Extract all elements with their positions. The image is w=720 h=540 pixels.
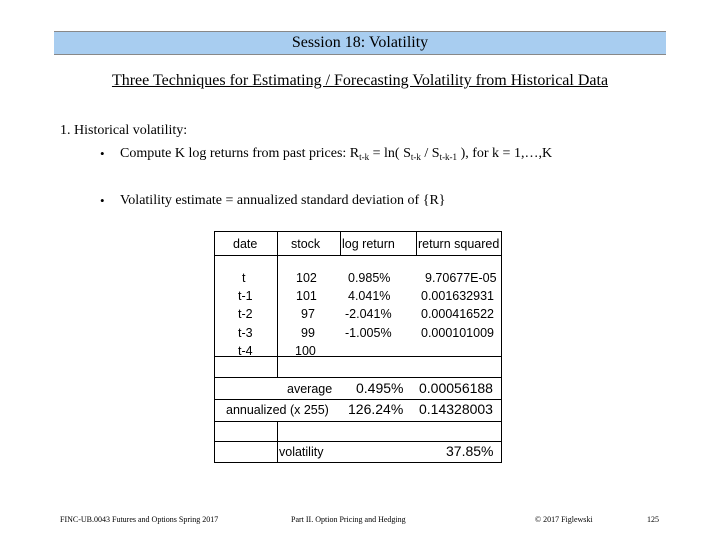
bullet-text: Compute K log returns from past prices: $R_{t-k} = \ln$( $S_{t-k} / S_{t-k-1}$ ), for k = 1,…,K <box>120 146 553 162</box>
bullet-text: Volatility estimate = annualized standard deviation of {R} <box>120 193 446 208</box>
cell-return-squared: 0.001632931 <box>421 289 494 303</box>
cell-return-squared: 0.000101009 <box>421 326 494 340</box>
footer-part: Part II. Option Pricing and Hedging <box>291 515 406 524</box>
annualized-label: annualized (x 255) <box>226 403 329 417</box>
volatility-value: 37.85% <box>446 443 494 459</box>
list-item-historical-volatility: 1. Historical volatility: <box>60 123 188 138</box>
cell-log-return: 0.985% <box>348 271 391 285</box>
cell-log-return: -2.041% <box>345 307 392 321</box>
annualized-return-squared: 0.14328003 <box>419 401 493 417</box>
header-date: date <box>233 237 258 251</box>
cell-log-return: 4.041% <box>348 289 391 303</box>
footer-course: FINC-UB.0043 Futures and Options Spring 2017 <box>60 515 219 524</box>
cell-date: t <box>242 271 246 285</box>
cell-stock: 101 <box>296 289 317 303</box>
cell-stock: 100 <box>295 344 316 358</box>
bullet-dot: • <box>100 146 105 161</box>
average-label: average <box>287 382 333 396</box>
cell-stock: 97 <box>301 307 315 321</box>
cell-log-return: -1.005% <box>345 326 392 340</box>
cell-return-squared: 9.70677E-05 <box>425 271 497 285</box>
cell-stock: 99 <box>301 326 315 340</box>
cell-date: t-1 <box>238 289 253 303</box>
volatility-label: volatility <box>279 445 324 459</box>
slide-subtitle: Three Techniques for Estimating / Forecasting Volatility from Historical Data <box>111 72 609 89</box>
cell-date: t-4 <box>238 344 253 358</box>
cell-date: t-3 <box>238 326 253 340</box>
footer-copyright: © 2017 Figlewski <box>535 515 593 524</box>
bullet-dot: • <box>100 193 105 208</box>
cell-date: t-2 <box>238 307 253 321</box>
header-log-return: log return <box>342 237 395 251</box>
average-return-squared: 0.00056188 <box>419 380 493 396</box>
returns-table <box>214 231 502 463</box>
header-stock: stock <box>291 237 321 251</box>
cell-return-squared: 0.000416522 <box>421 307 494 321</box>
average-log-return: 0.495% <box>356 380 404 396</box>
annualized-log-return: 126.24% <box>348 401 404 417</box>
cell-stock: 102 <box>296 271 317 285</box>
header-return-squared: return squared <box>418 237 500 251</box>
footer-page-number: 125 <box>647 515 659 524</box>
slide-title: Session 18: Volatility <box>54 31 666 55</box>
